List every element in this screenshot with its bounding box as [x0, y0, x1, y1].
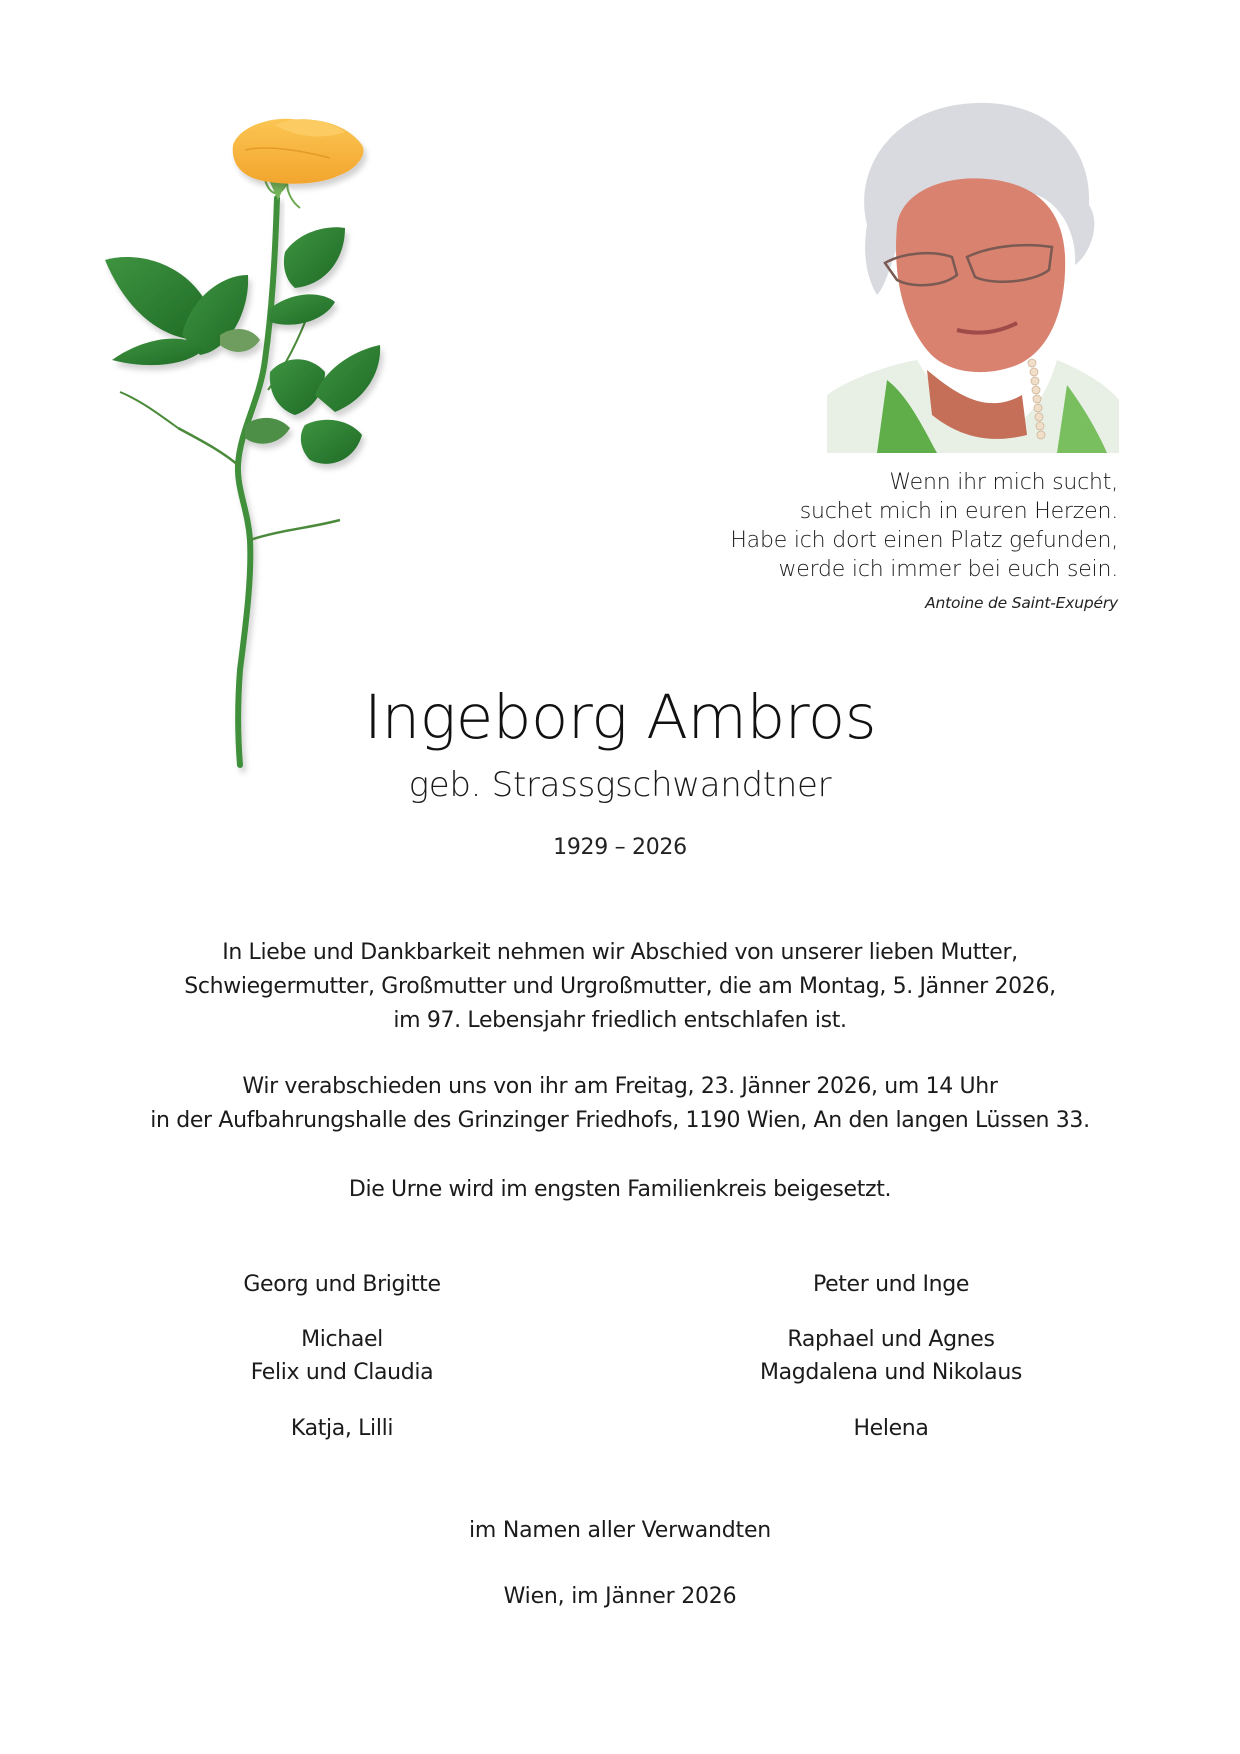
closing-relatives: im Namen aller Verwandten: [468, 1518, 772, 1543]
family-children: Georg und Brigitte: [243, 1272, 441, 1297]
quote-line: werde ich immer bei euch sein.: [778, 557, 1118, 582]
family-great-grandchildren: Katja, Lilli: [290, 1416, 394, 1441]
family-grandchild: Raphael und Agnes: [787, 1327, 995, 1352]
birth-name: geb. Strassgschwandtner: [408, 765, 832, 805]
paragraph-line: im 97. Lebensjahr friedlich entschlafen ist.: [393, 1008, 847, 1033]
memorial-quote: [730, 468, 1118, 584]
quote-line: Habe ich dort einen Platz gefunden,: [730, 528, 1118, 553]
portrait-photo: [827, 95, 1119, 453]
life-years: 1929 – 2026: [553, 835, 687, 860]
family-children: Peter und Inge: [812, 1272, 970, 1297]
place-and-date: Wien, im Jänner 2026: [503, 1584, 737, 1609]
quote-line: suchet mich in euren Herzen.: [799, 499, 1118, 524]
announcement-paragraph-2: [0, 1070, 1240, 1138]
family-grandchild: Michael: [301, 1327, 383, 1352]
family-great-grandchildren: Helena: [853, 1416, 929, 1441]
family-column-left: [122, 1270, 562, 1450]
paragraph-line: in der Aufbahrungshalle des Grinzinger Friedhofs, 1190 Wien, An den langen Lüssen 33.: [150, 1108, 1090, 1133]
paragraph-line: In Liebe und Dankbarkeit nehmen wir Abschied von unserer lieben Mutter,: [222, 940, 1018, 965]
announcement-paragraph-1: [0, 936, 1240, 1038]
portrait-image-icon: [827, 95, 1119, 453]
family-column-right: [671, 1270, 1111, 1450]
paragraph-line: Wir verabschieden uns von ihr am Freitag, 23. Jänner 2026, um 14 Uhr: [242, 1074, 998, 1099]
quote-author: Antoine de Saint-Exupéry: [925, 594, 1118, 612]
quote-line: Wenn ihr mich sucht,: [889, 470, 1118, 495]
rose-icon: [100, 110, 430, 780]
yellow-rose-image: [100, 110, 430, 780]
family-grandchild: Felix und Claudia: [250, 1360, 434, 1385]
paragraph-line: Schwiegermutter, Großmutter und Urgroßmutter, die am Montag, 5. Jänner 2026,: [184, 974, 1056, 999]
deceased-name: Ingeborg Ambros: [363, 682, 877, 753]
announcement-paragraph-3: Die Urne wird im engsten Familienkreis beigesetzt.: [348, 1177, 892, 1202]
family-grandchild: Magdalena und Nikolaus: [759, 1360, 1023, 1385]
